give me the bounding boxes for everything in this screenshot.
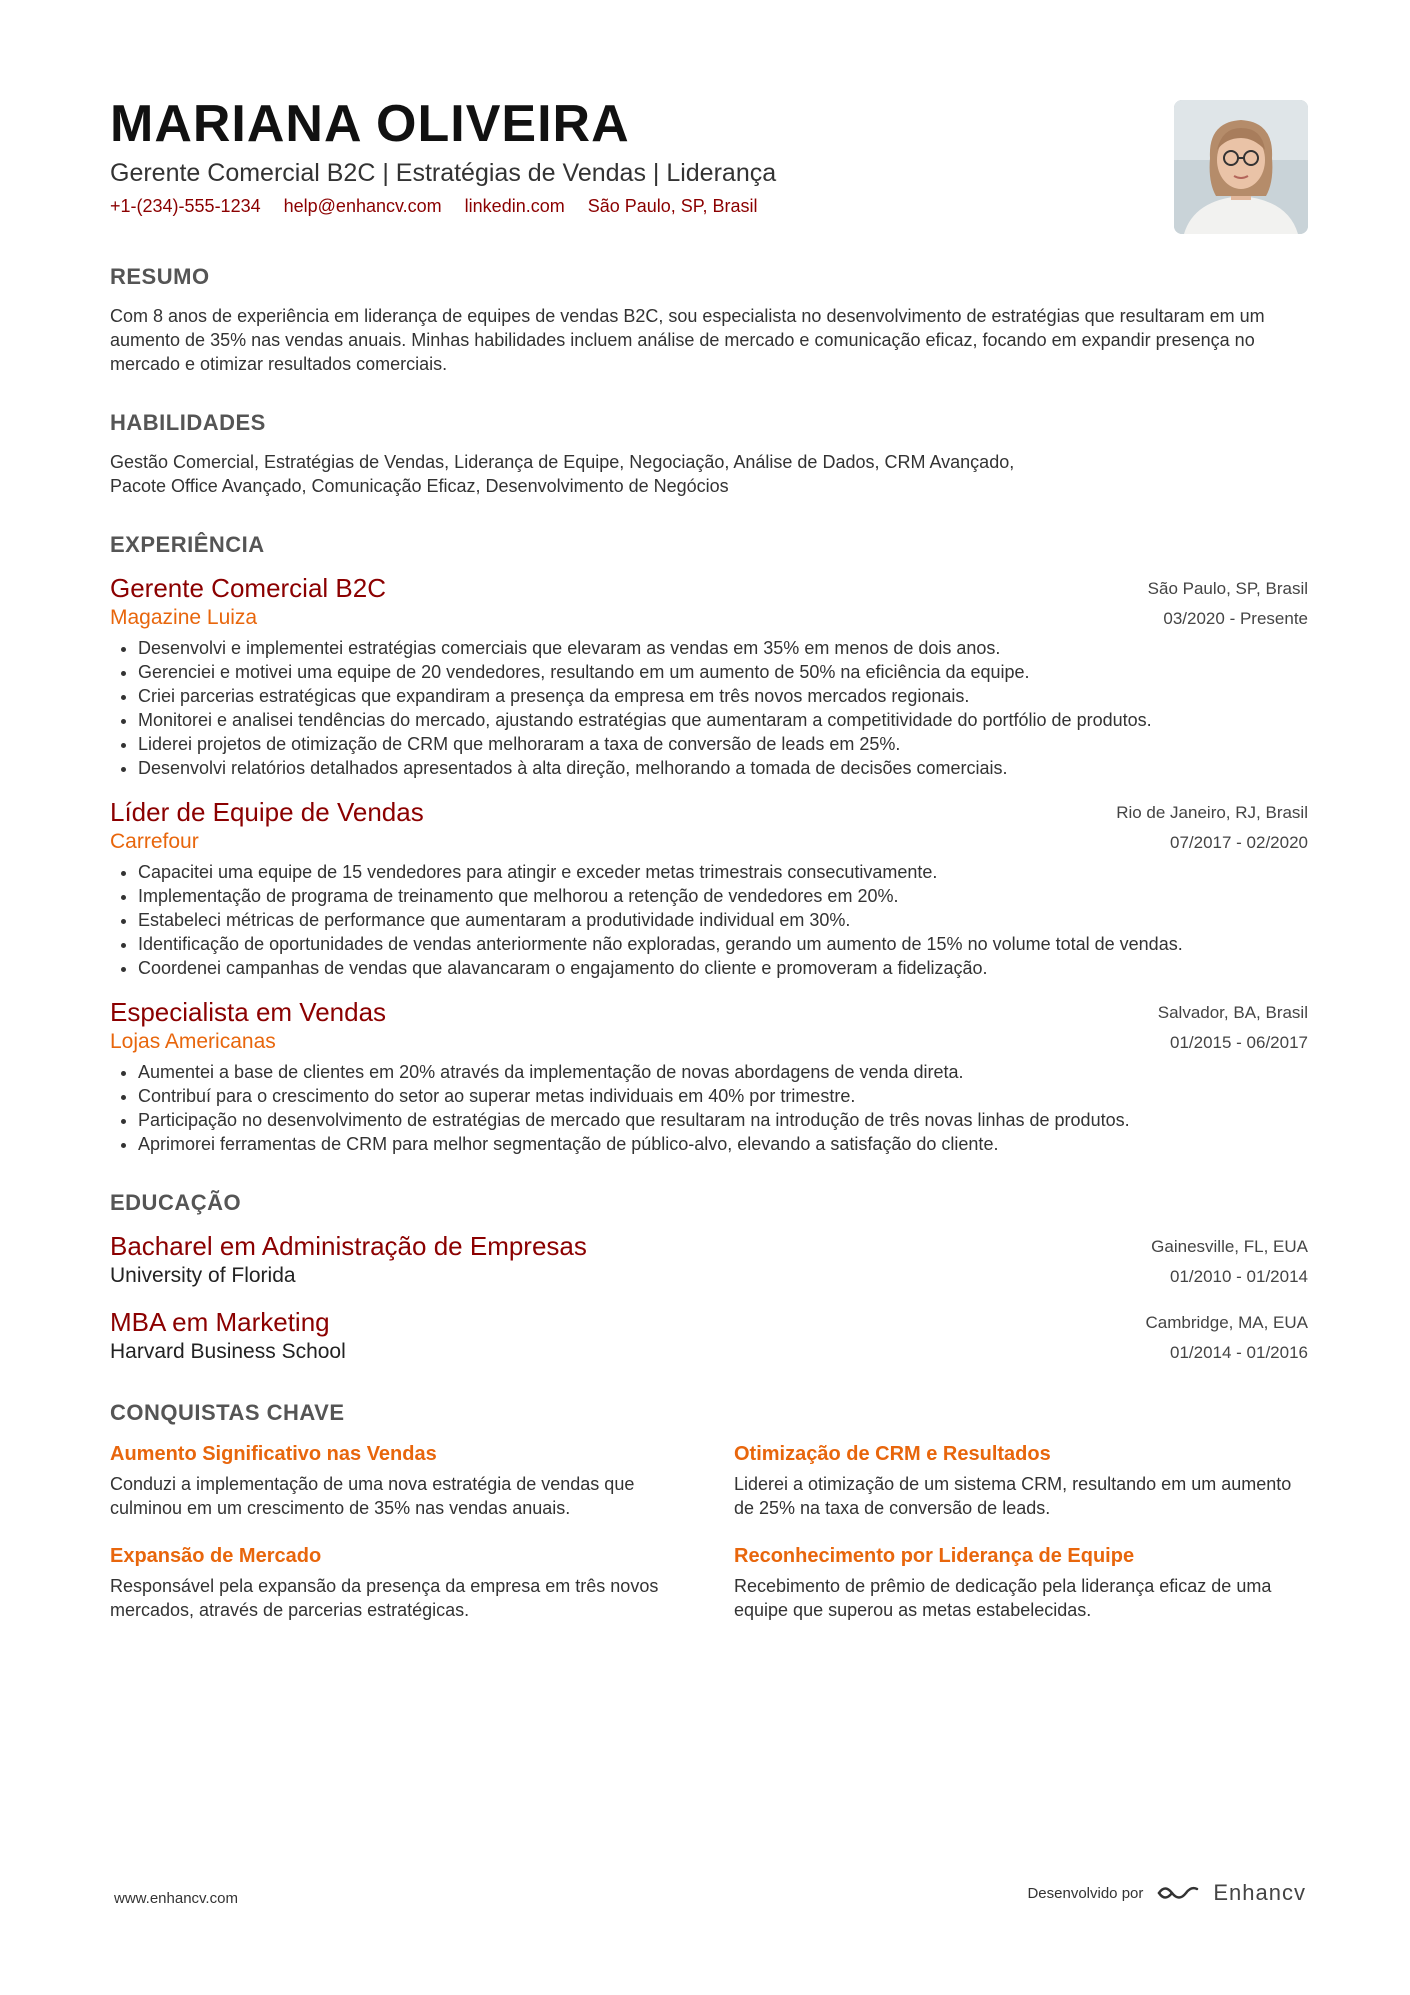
education-dates: 01/2010 - 01/2014 xyxy=(1169,1267,1308,1286)
job-bullet: • Liderei projetos de otimização de CRM que melhoraram a taxa de conversão de leads em 25%. xyxy=(138,732,1308,756)
job-dates: 07/2017 - 02/2020 xyxy=(1169,833,1308,852)
job-dates: 03/2020 - Presente xyxy=(1163,609,1308,628)
job-meta xyxy=(1116,798,1308,858)
achievement-item xyxy=(110,1440,684,1520)
resume-page xyxy=(110,94,1308,1656)
summary-title: RESUMO xyxy=(110,264,210,289)
achievements-section xyxy=(110,1400,1308,1622)
contact-linkedin[interactable]: linkedin.com xyxy=(464,196,565,216)
resume-header xyxy=(110,94,1308,264)
footer-branding xyxy=(1027,1880,1306,1906)
summary-text: Com 8 anos de experiência em liderança de equipes de vendas B2C, sou especialista no desenvolvimento de estratégias que resultaram em um aumento de 35% nas vendas anuais. Minhas habilidades incluem análise de mercado e comunicação eficaz, focando em expandir presença no mercado e otimizar resultados comerciais. xyxy=(110,306,1265,374)
job-bullet: • Contribuí para o crescimento do setor ao superar metas individuais em 40% por trimestre. xyxy=(138,1084,1308,1108)
education-entry xyxy=(110,1230,1308,1290)
job-location: São Paulo, SP, Brasil xyxy=(1147,579,1308,598)
education-dates: 01/2014 - 01/2016 xyxy=(1169,1343,1308,1362)
job-bullet: • Aprimorei ferramentas de CRM para melhor segmentação de público-alvo, elevando a satisfação do cliente. xyxy=(138,1132,1308,1156)
education-meta xyxy=(1146,1308,1309,1368)
job-bullets xyxy=(110,860,1308,980)
job-dates: 01/2015 - 06/2017 xyxy=(1169,1033,1308,1052)
achievement-title: Otimização de CRM e Resultados xyxy=(734,1443,1051,1465)
skills-line-1: Gestão Comercial, Estratégias de Vendas, Liderança de Equipe, Negociação, Análise de Dados, CRM Avançado, xyxy=(110,452,1015,472)
job-bullet: • Desenvolvi e implementei estratégias comerciais que elevaram as vendas em 35% em menos de dois anos. xyxy=(138,636,1308,660)
education-school: Harvard Business School xyxy=(110,1340,346,1363)
job-bullet: • Implementação de programa de treinamento que melhorou a retenção de vendedores em 20%. xyxy=(138,884,1308,908)
achievement-item xyxy=(734,1440,1308,1520)
education-section xyxy=(110,1190,1308,1366)
job-bullet: • Estabeleci métricas de performance que aumentaram a produtividade individual em 30%. xyxy=(138,908,1308,932)
achievement-title: Expansão de Mercado xyxy=(110,1545,322,1567)
achievement-item xyxy=(734,1542,1308,1622)
contact-email[interactable]: help@enhancv.com xyxy=(283,196,442,216)
job-company: Carrefour xyxy=(110,830,199,853)
job-bullet: • Desenvolvi relatórios detalhados apresentados à alta direção, melhorando a tomada de decisões comerciais. xyxy=(138,756,1308,780)
job-bullet: • Criei parcerias estratégicas que expandiram a presença da empresa em três novos mercados regionais. xyxy=(138,684,1308,708)
achievement-title: Reconhecimento por Liderança de Equipe xyxy=(734,1545,1135,1567)
job-bullets xyxy=(110,636,1308,780)
brand-name[interactable]: Enhancv xyxy=(1213,1880,1306,1905)
candidate-name: MARIANA OLIVEIRA xyxy=(110,95,630,153)
experience-entry xyxy=(110,796,1308,980)
candidate-headline: Gerente Comercial B2C | Estratégias de Vendas | Liderança xyxy=(110,159,777,187)
job-location: Salvador, BA, Brasil xyxy=(1157,1003,1308,1022)
education-location: Cambridge, MA, EUA xyxy=(1145,1313,1308,1332)
job-company: Lojas Americanas xyxy=(110,1030,276,1053)
profile-photo xyxy=(1174,100,1308,234)
summary-section xyxy=(110,264,1308,376)
education-title: EDUCAÇÃO xyxy=(110,1190,242,1215)
education-entry xyxy=(110,1306,1308,1366)
skills-section xyxy=(110,410,1308,498)
experience-entry xyxy=(110,996,1308,1156)
job-role: Líder de Equipe de Vendas xyxy=(110,797,424,827)
job-bullet: • Identificação de oportunidades de vendas anteriormente não exploradas, gerando um aumento de 15% no volume total de vendas. xyxy=(138,932,1308,956)
job-role: Gerente Comercial B2C xyxy=(110,573,386,603)
education-school: University of Florida xyxy=(110,1264,296,1287)
job-location: Rio de Janeiro, RJ, Brasil xyxy=(1116,803,1308,822)
profile-photo-illustration xyxy=(1174,100,1308,234)
enhancv-logo-icon xyxy=(1155,1881,1201,1905)
job-bullet: • Participação no desenvolvimento de estratégias de mercado que resultaram na introdução de três novas linhas de produtos. xyxy=(138,1108,1308,1132)
achievement-title: Aumento Significativo nas Vendas xyxy=(110,1443,437,1465)
job-role: Especialista em Vendas xyxy=(110,997,387,1027)
job-company: Magazine Luiza xyxy=(110,606,258,629)
skills-line-2: Pacote Office Avançado, Comunicação Eficaz, Desenvolvimento de Negócios xyxy=(110,476,729,496)
job-bullet: • Monitorei e analisei tendências do mercado, ajustando estratégias que aumentaram a competitividade do portfólio de produtos. xyxy=(138,708,1308,732)
job-bullet: • Coordenei campanhas de vendas que alavancaram o engajamento do cliente e promoveram a fidelização. xyxy=(138,956,1308,980)
education-degree: MBA em Marketing xyxy=(110,1307,330,1337)
experience-title: EXPERIÊNCIA xyxy=(110,532,265,557)
achievement-desc: Responsável pela expansão da presença da empresa em três novos mercados, através de parcerias estratégicas. xyxy=(110,1576,659,1620)
achievement-desc: Recebimento de prêmio de dedicação pela liderança eficaz de uma equipe que superou as metas estabelecidas. xyxy=(734,1576,1272,1620)
experience-section xyxy=(110,532,1308,1156)
job-bullet: • Aumentei a base de clientes em 20% através da implementação de novas abordagens de venda direta. xyxy=(138,1060,1308,1084)
achievement-item xyxy=(110,1542,684,1622)
achievements-title: CONQUISTAS CHAVE xyxy=(110,1400,345,1425)
achievement-desc: Conduzi a implementação de uma nova estratégia de vendas que culminou em um crescimento de 35% nas vendas anuais. xyxy=(110,1474,635,1518)
job-bullet: • Gerenciei e motivei uma equipe de 20 vendedores, resultando em um aumento de 50% na eficiência da equipe. xyxy=(138,660,1308,684)
achievements-grid xyxy=(110,1440,1308,1622)
contact-location: São Paulo, SP, Brasil xyxy=(587,196,758,216)
powered-by-label: Desenvolvido por xyxy=(1027,1884,1144,1902)
experience-entry xyxy=(110,572,1308,780)
achievement-desc: Liderei a otimização de um sistema CRM, resultando em um aumento de 25% na taxa de conversão de leads. xyxy=(734,1474,1292,1518)
education-degree: Bacharel em Administração de Empresas xyxy=(110,1231,587,1261)
contact-phone[interactable]: +1-(234)-555-1234 xyxy=(110,196,261,216)
education-meta xyxy=(1151,1232,1308,1292)
job-meta xyxy=(1148,574,1308,634)
job-bullet: • Capacitei uma equipe de 15 vendedores para atingir e exceder metas trimestrais consecutivamente. xyxy=(138,860,1308,884)
footer-website[interactable]: www.enhancv.com xyxy=(114,1890,238,1907)
contact-line xyxy=(110,196,1308,217)
job-bullets xyxy=(110,1060,1308,1156)
education-location: Gainesville, FL, EUA xyxy=(1151,1237,1308,1256)
skills-title: HABILIDADES xyxy=(110,410,266,435)
job-meta xyxy=(1158,998,1308,1058)
